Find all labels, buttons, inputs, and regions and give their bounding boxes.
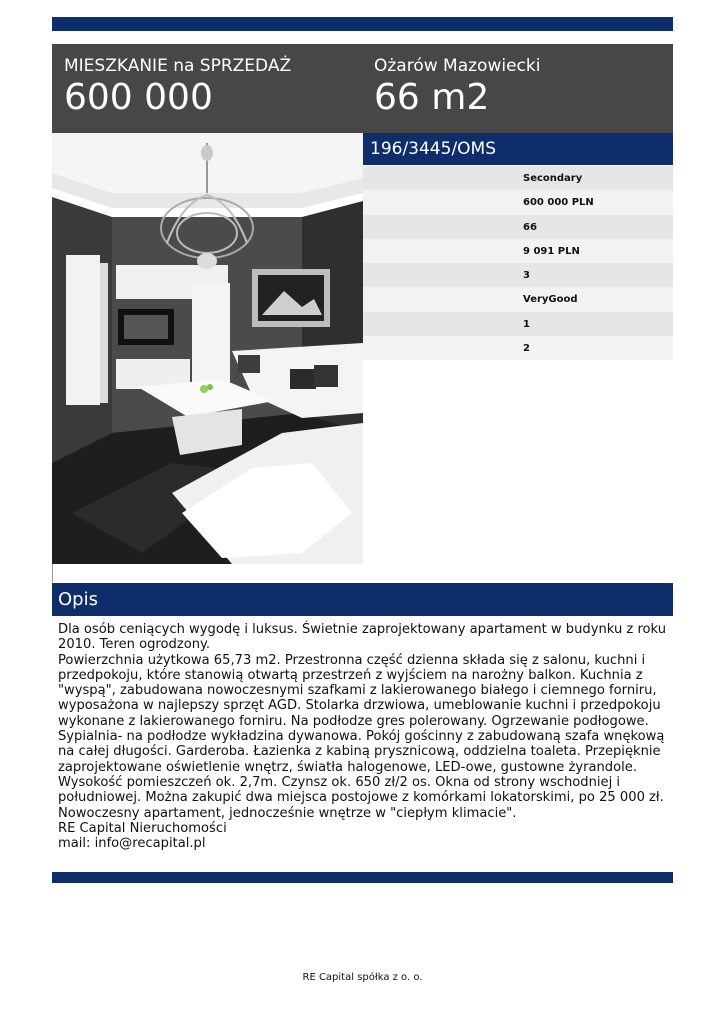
detail-value: 66 <box>523 221 537 233</box>
offer-id-bar <box>363 133 673 165</box>
listing-header <box>52 44 673 133</box>
offer-id: 196/3445/OMS <box>370 139 497 159</box>
header-left <box>64 56 291 120</box>
listing-location: Ożarów Mazowiecki <box>374 56 541 76</box>
listing-type: MIESZKANIE na SPRZEDAŻ <box>64 56 292 76</box>
bottom-accent-bar <box>52 872 673 883</box>
description-paragraph: Powierzchnia użytkowa 65,73 m2. Przestronna część dzienna składa się z salonu, kuchni i przedpokoju, które stanowią otwartą przestrzeń z wyjściem na narożny balkon. Kuchnia z "wyspą", zabudowana nowoczesnymi szafkami z lakierowanego białego i ciemnego forniru, wyposażona w najlepszy sprzęt AGD. Stolarka drzwiowa, umeblowanie kuchni i przedpokoju wykonane z lakierowanego forniru. Na podłodze gres polerowany. Ogrzewanie podłogowe. Sypialnia- na podłodze wykładzina dywanowa. Pokój gościnny z zabudowaną szafa wnękową na całej długości. Garderoba. Łazienka z kabiną prysznicową, oddzielna toaleta. Przepięknie zaprojektowane oświetlenie wnętrz, światła halogenowe, LED-owe, gustowne żyrandole. Wysokość pomieszczeń ok. 2,7m. Czynsz ok. 650 zł/2 os. Okna od strony wschodniej i południowej. Można zakupić dwa miejsca postojowe z komórkami lokatorskimi, po 25 000 zł. <box>58 652 665 806</box>
details-row-floor <box>363 312 673 336</box>
listing-price: 600 000 <box>64 77 213 118</box>
details-table <box>363 166 673 360</box>
description-email: mail: info@recapital.pl <box>58 836 206 852</box>
property-photo <box>52 133 363 564</box>
detail-value: 1 <box>523 318 530 330</box>
details-row-price-per-m2 <box>363 239 673 263</box>
description-title: Opis <box>58 589 98 610</box>
listing-area: 66 m2 <box>374 77 490 118</box>
details-row-rooms <box>363 263 673 287</box>
detail-value: Secondary <box>523 173 583 184</box>
description-paragraph: Nowoczesny apartament, jednocześnie wnętrze w "ciepłym klimacie". <box>58 805 517 821</box>
photo-divider <box>52 564 53 582</box>
header-right <box>374 56 540 120</box>
detail-value: 9 091 PLN <box>523 245 580 257</box>
detail-value: VeryGood <box>523 294 578 306</box>
detail-value: 3 <box>523 270 530 282</box>
detail-value: 600 000 PLN <box>523 197 594 209</box>
description-body <box>58 622 670 851</box>
top-accent-bar <box>52 17 673 31</box>
details-row-floors <box>363 336 673 360</box>
description-agency: RE Capital Nieruchomości <box>58 820 227 836</box>
detail-value: 2 <box>523 343 530 355</box>
footer-company: RE Capital spółka z o. o. <box>302 972 423 983</box>
details-row-price <box>363 190 673 214</box>
details-row-condition <box>363 287 673 311</box>
description-header <box>52 583 673 616</box>
details-row-area <box>363 215 673 239</box>
details-row-market <box>363 166 673 190</box>
description-paragraph: Dla osób ceniących wygodę i luksus. Świetnie zaprojektowany apartament w budynku z roku 2010. Teren ogrodzony. <box>58 622 667 653</box>
